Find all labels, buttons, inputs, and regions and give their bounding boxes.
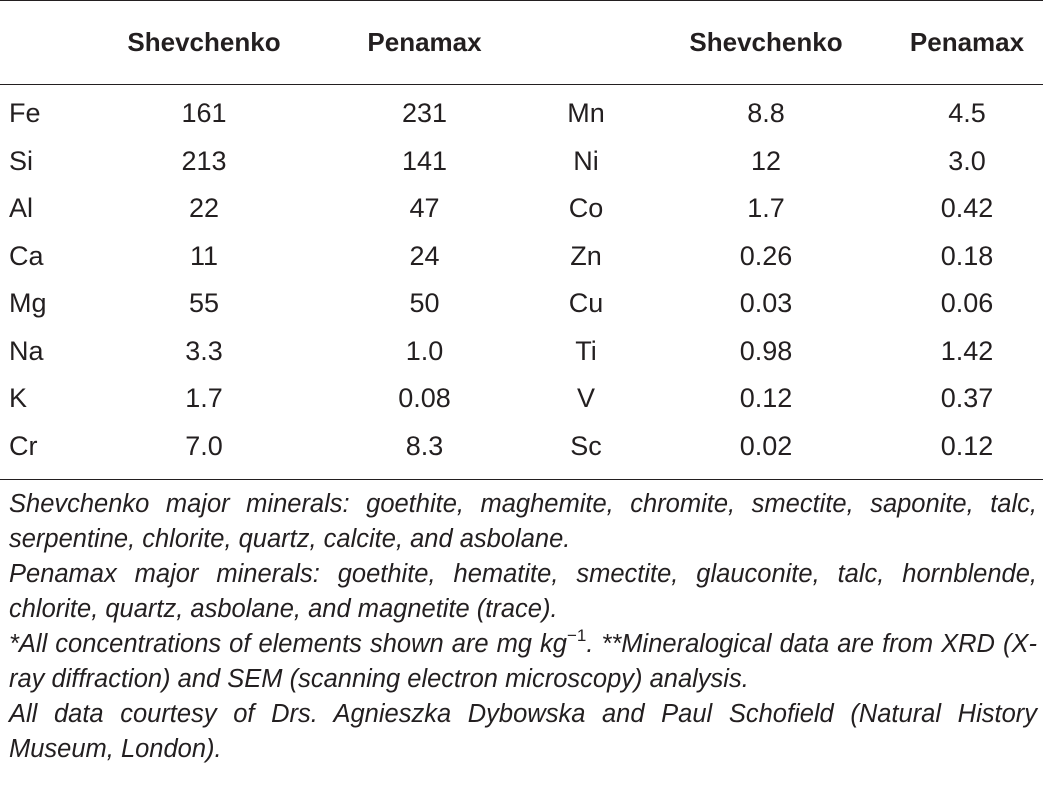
table-row xyxy=(0,328,1043,376)
table-cell-penamax-2: 0.18 xyxy=(940,240,994,271)
table-cell-shevchenko-1: 161 xyxy=(181,98,227,129)
header-cell-penamax-1: Penamax xyxy=(367,26,482,57)
table-cell-element-1: Cr xyxy=(9,430,38,461)
table-cell-shevchenko-1: 11 xyxy=(189,240,219,271)
table-cell-penamax-2: 0.42 xyxy=(940,193,994,224)
table-row xyxy=(0,185,1043,233)
table-cell-element-2: Co xyxy=(568,193,604,224)
table-cell-penamax-1: 8.3 xyxy=(405,430,444,461)
header-cell-penamax-2: Penamax xyxy=(909,26,1025,57)
table-cell-shevchenko-2: 8.8 xyxy=(747,98,785,129)
table-cell-shevchenko-2: 0.98 xyxy=(739,335,793,366)
table-cell-element-1: K xyxy=(9,383,28,414)
table-row xyxy=(0,280,1043,328)
table-cell-shevchenko-2: 0.26 xyxy=(739,240,793,271)
table-cell-element-1: Mg xyxy=(9,288,47,319)
table-row xyxy=(0,233,1043,281)
table-cell-element-1: Si xyxy=(9,145,34,176)
table-cell-shevchenko-1: 3.3 xyxy=(185,335,223,366)
table-cell-shevchenko-1: 213 xyxy=(181,145,227,176)
table-cell-element-2: Cu xyxy=(568,288,604,319)
table-row xyxy=(0,84,1043,138)
table-cell-element-2: Zn xyxy=(570,240,602,271)
table-cell-penamax-1: 231 xyxy=(401,98,448,129)
table-cell-penamax-1: 0.08 xyxy=(398,383,451,414)
units-note xyxy=(9,627,1037,697)
header-row xyxy=(0,0,1043,84)
table-cell-penamax-2: 0.37 xyxy=(940,383,994,414)
table-row xyxy=(0,375,1043,423)
table-cell-penamax-2: 4.5 xyxy=(948,98,986,129)
table-cell-shevchenko-1: 55 xyxy=(188,288,220,319)
header-cell-element-2 xyxy=(531,0,641,84)
table-cell-penamax-2: 0.06 xyxy=(940,288,994,319)
table-cell-element-1: Na xyxy=(9,335,44,366)
table-footnotes xyxy=(9,487,1037,767)
header-cell-element-1 xyxy=(0,0,90,84)
table-cell-penamax-1: 50 xyxy=(409,288,440,319)
units-note-suffix: . **Mineralogical data are from XRD (X-ray diffraction) and SEM (scanning electron microscopy) analysis. xyxy=(9,630,1037,693)
bottom-rule xyxy=(0,479,1043,480)
table-cell-penamax-2: 0.12 xyxy=(940,430,994,461)
table-cell-penamax-1: 24 xyxy=(409,240,440,271)
shevchenko-minerals-note: Shevchenko major minerals: goethite, maghemite, chromite, smectite, saponite, talc, serpentine, chlorite, quartz, calcite, and asbolane. xyxy=(9,490,1037,553)
table-cell-element-2: Ti xyxy=(575,335,597,366)
table-cell-element-2: Ni xyxy=(573,145,599,176)
table-cell-shevchenko-2: 12 xyxy=(750,145,782,176)
table-cell-element-2: Mn xyxy=(567,98,605,129)
penamax-minerals-note: Penamax major minerals: goethite, hematite, smectite, glauconite, talc, hornblende, chlorite, quartz, asbolane, and magnetite (trace). xyxy=(9,560,1037,623)
table-row xyxy=(0,138,1043,186)
table-cell-penamax-2: 1.42 xyxy=(940,335,994,366)
header-cell-shevchenko-1: Shevchenko xyxy=(127,26,281,57)
table-cell-element-2: V xyxy=(576,383,595,414)
table-cell-shevchenko-1: 7.0 xyxy=(185,430,223,461)
table-cell-penamax-1: 47 xyxy=(409,193,440,224)
table-cell-element-1: Ca xyxy=(9,240,44,271)
table-cell-penamax-2: 3.0 xyxy=(948,145,986,176)
units-note-superscript: −1 xyxy=(566,625,587,645)
table-cell-element-1: Fe xyxy=(9,98,41,129)
table-cell-penamax-1: 141 xyxy=(401,145,448,176)
table-row xyxy=(0,423,1043,471)
header-cell-shevchenko-2: Shevchenko xyxy=(689,26,843,57)
table-cell-element-2: Sc xyxy=(570,430,602,461)
units-note-prefix: *All concentrations of elements shown are mg kg xyxy=(9,630,567,658)
table-cell-shevchenko-2: 0.12 xyxy=(739,383,793,414)
table-cell-shevchenko-1: 22 xyxy=(188,193,220,224)
courtesy-note: All data courtesy of Drs. Agnieszka Dybowska and Paul Schofield (Natural History Museum, London). xyxy=(9,700,1037,763)
table-cell-shevchenko-2: 0.02 xyxy=(739,430,793,461)
table-cell-shevchenko-2: 0.03 xyxy=(739,288,793,319)
table-body xyxy=(0,84,1043,470)
table-cell-penamax-1: 1.0 xyxy=(405,335,444,366)
table-cell-element-1: Al xyxy=(9,193,34,224)
table-cell-shevchenko-1: 1.7 xyxy=(185,383,223,414)
table-cell-shevchenko-2: 1.7 xyxy=(747,193,785,224)
